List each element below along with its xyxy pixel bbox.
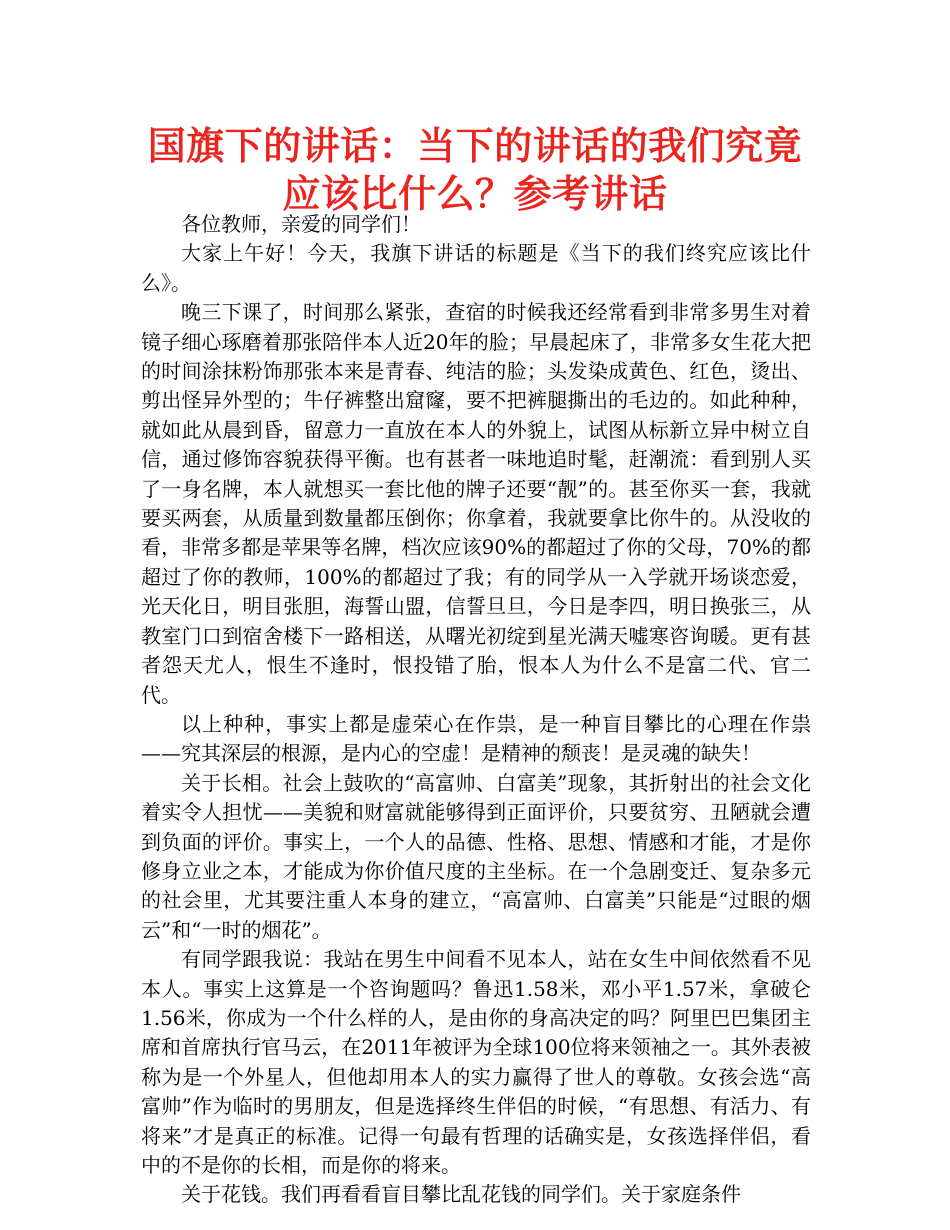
paragraph-appearance: 关于长相。社会上鼓吹的“高富帅、白富美”现象，其折射出的社会文化着实令人担忧——美貌和财富就能够得到正面评价，只要贫穷、丑陋就会遭到负面的评价。事实上，一个人的品德、性格、思想、情感和才能，才是你修身立业之本，才能成为你价值尺度的主坐标。在一个急剧变迁、复杂多元的社会里，尤其要注重人本身的建立，“高富帅、白富美”只能是“过眼的烟云”和“一时的烟花”。 — [141, 770, 811, 942]
document-title: 国旗下的讲话：当下的讲话的我们究竟应该比什么？参考讲话 — [147, 124, 803, 216]
paragraph-vanity: 以上种种，事实上都是虚荣心在作祟，是一种盲目攀比的心理在作祟——究其深层的根源，是内心的空虚！是精神的颓丧！是灵魂的缺失！ — [141, 711, 811, 766]
paragraph-phenomena: 晚三下课了，时间那么紧张，查宿的时候我还经常看到非常多男生对着镜子细心琢磨着那张陪伴本人近20年的脸；早晨起床了，非常多女生花大把的时间涂抹粉饰那张本来是青春、纯洁的脸；头发染成黄色、红色，烫出、剪出怪异外型的；牛仔裤整出窟窿，要不把裤腿撕出的毛边的。如此种种，就如此从晨到昏，留意力一直放在本人的外貌上，试图从标新立异中树立自信，通过修饰容貌获得平衡。也有甚者一味地追时髦，赶潮流：看到别人买了一身名牌，本人就想买一套比他的牌子还要“靓”的。甚至你买一套，我就要买两套，从质量到数量都压倒你；你拿着，我就要拿比你牛的。从没收的看，非常多都是苹果等名牌，档次应该90%的都超过了你的父母，70%的都超过了你的教师，100%的都超过了我；有的同学从一入学就开场谈恋爱，光天化日，明目张胆，海誓山盟，信誓旦旦，今日是李四，明日换张三，从教室门口到宿舍楼下一路相送，从曙光初绽到星光满天嘘寒咨询暖。更有甚者怨天尤人，恨生不逢时，恨投错了胎，恨本人为什么不是富二代、官二代。 — [141, 300, 811, 707]
document-body — [141, 210, 811, 1210]
paragraph-height: 有同学跟我说：我站在男生中间看不见本人，站在女生中间依然看不见本人。事实上这算是一个咨询题吗？鲁迅1.58米，邓小平1.57米，拿破仑1.56米，你成为一个什么样的人，是由你的身高决定的吗？阿里巴巴集团主席和首席执行官马云，在2011年被评为全球100位将来领袖之一。其外表被称为是一个外星人，但他却用本人的实力赢得了世人的尊敬。女孩会选“高富帅”作为临时的男朋友，但是选择终生伴侣的时候，“有思想、有活力、有将来”才是真正的标准。记得一句最有哲理的话确实是，女孩选择伴侣，看中的不是你的长相，而是你的将来。 — [141, 947, 811, 1177]
paragraph-greeting: 各位教师，亲爱的同学们！ — [181, 212, 421, 236]
paragraph-spending: 关于花钱。我们再看看盲目攀比乱花钱的同学们。关于家庭条件 — [181, 1182, 741, 1207]
paragraph-opening: 大家上午好！今天，我旗下讲话的标题是《当下的我们终究应该比什么》。 — [141, 241, 811, 295]
